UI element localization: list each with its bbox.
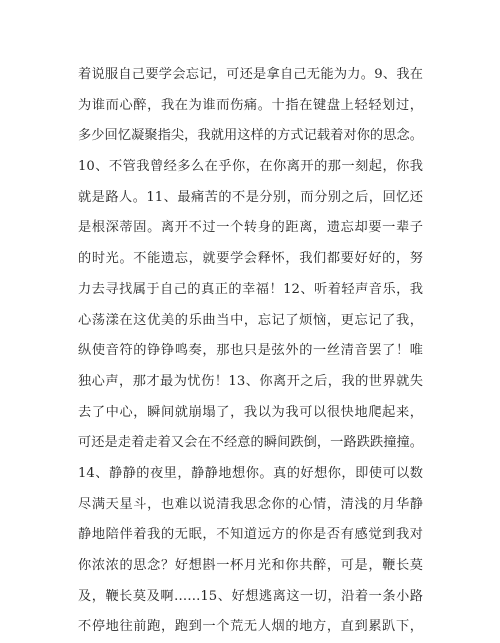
text-line: 14、静静的夜里，静静地想你。真的好想你，即使可以数 (78, 465, 423, 481)
text-line: 着说服自己要学会忘记，可还是拿自己无能为力。9、我在 (78, 67, 423, 82)
text-line: 多少回忆凝聚指尖，我就用这样的方式记载着对你的思念。 (78, 128, 423, 144)
text-line: 为谁而心醉，我在为谁而伤痛。十指在键盘上轻轻划过， (78, 97, 423, 113)
text-line: 你浓浓的思念？好想斟一杯月光和你共醉，可是，鞭长莫 (78, 558, 423, 573)
text-line: 力去寻找属于自己的真正的幸福！12、听着轻声音乐，我 (78, 281, 423, 297)
text-line: 静地陪伴着我的无眠，不知道远方的你是否有感觉到我对 (78, 527, 423, 543)
text-line: 去了中心，瞬间就崩塌了，我以为我可以很快地爬起来， (78, 404, 423, 420)
text-line: 就是路人。11、最痛苦的不是分别，而分别之后，回忆还 (78, 189, 423, 205)
text-line: 纵使音符的铮铮鸣奏，那也只是弦外的一丝清音罢了！唯 (78, 343, 423, 359)
body-text (78, 60, 423, 643)
text-line: 是根深蒂固。离开不过一个转身的距离，遗忘却要一辈子 (78, 220, 423, 236)
text-line: 不停地往前跑，跑到一个荒无人烟的地方，直到累趴下， (78, 619, 423, 635)
text-line: 及，鞭长莫及啊……15、好想逃离这一切，沿着一条小路 (78, 588, 423, 604)
text-line: 尽满天星斗，也难以说清我思念你的心情，清浅的月华静 (78, 496, 423, 512)
text-line: 独心声，那才最为忧伤！13、你离开之后，我的世界就失 (78, 373, 423, 389)
text-line: 的时光。不能遗忘，就要学会释怀，我们都要好好的，努 (78, 251, 423, 267)
text-line: 可还是走着走着又会在不经意的瞬间跌倒，一路跌跌撞撞。 (78, 435, 423, 451)
text-line: 心荡漾在这优美的乐曲当中，忘记了烦恼，更忘记了我， (78, 312, 423, 328)
text-line: 10、不管我曾经多么在乎你，在你离开的那一刻起，你我 (78, 159, 423, 175)
